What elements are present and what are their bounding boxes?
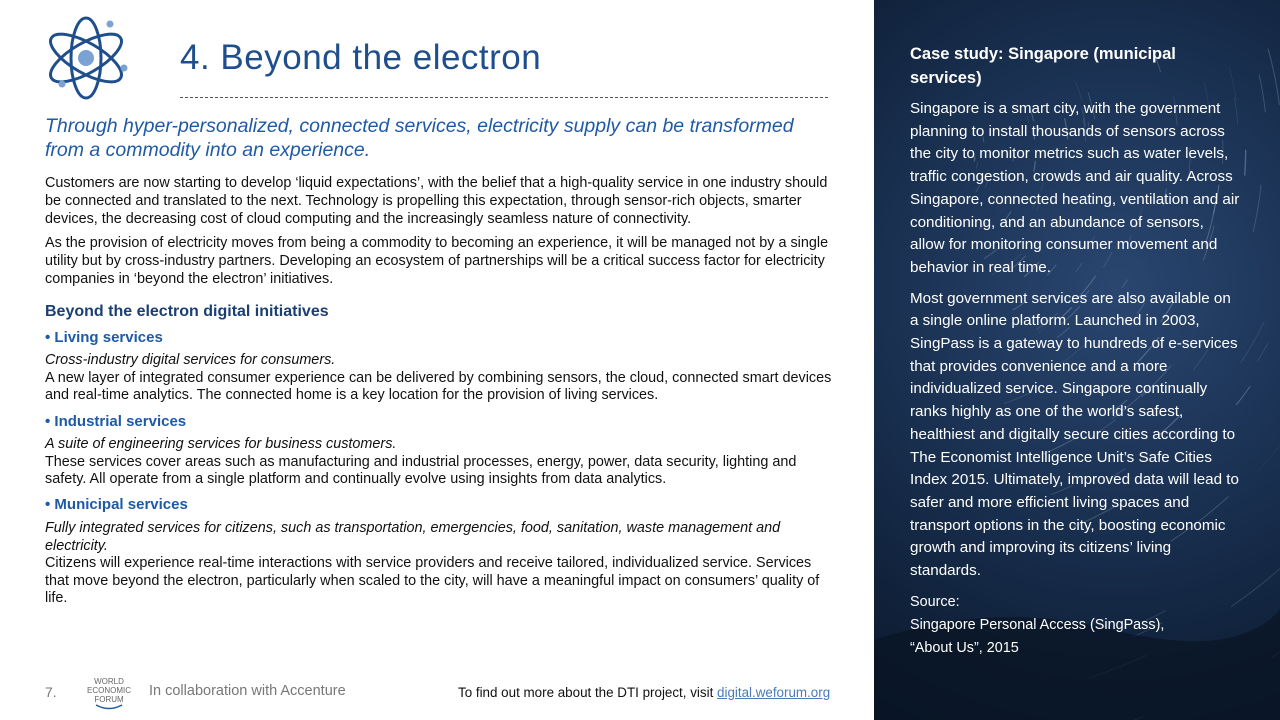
find-more-text <box>458 685 830 700</box>
wef-logo-line-1: WORLD <box>94 677 124 686</box>
case-study-sidebar <box>874 0 1280 720</box>
municipal-services-subtitle: Fully integrated services for citizens, such as transportation, emergencies, food, sanitation, waste management and electricity. <box>45 520 781 554</box>
initiatives-heading: Beyond the electron digital initiatives <box>45 303 329 320</box>
living-services-description: A new layer of integrated consumer experience can be delivered by combining sensors, the cloud, connected smart devices and real-time analytics. The connected home is a key location for the provision of living services. <box>45 369 832 403</box>
wef-logo-line-3: FORUM <box>94 695 124 704</box>
wef-logo-icon <box>80 676 138 710</box>
industrial-services-title: • Industrial services <box>45 413 187 430</box>
star-trail <box>1256 438 1280 473</box>
find-more-prefix: To find out more about the DTI project, visit <box>458 685 718 700</box>
municipal-services-title: • Municipal services <box>45 496 188 513</box>
weforum-link[interactable]: digital.weforum.org <box>717 685 831 700</box>
body-paragraph-2: As the provision of electricity moves from being a commodity to becoming an experience, it will be managed not by a single utility but by cross-industry partners. Developing an ecosystem of partnerships will be a critical success factor for electricity companies in ‘beyond the electron’ initiatives. <box>45 235 829 287</box>
industrial-services-description: These services cover areas such as manufacturing and industrial processes, energy, power, data security, lighting and safety. All operate from a single platform and continually evolve using insights from data analytics. <box>45 453 797 487</box>
star-trail <box>1259 74 1265 112</box>
case-study-paragraph-1: Singapore is a smart city, with the government planning to install thousands of sensors across the city to monitor metrics such as water levels, traffic congestion, crowds and air quality. Across Singapore, connected heating, ventilation and air conditioning, and an abundance of sensors, allow for monitoring consumer movement and behavior in real time. <box>910 100 1240 276</box>
star-trail <box>1268 49 1280 106</box>
atom-icon <box>44 16 128 100</box>
star-trail <box>1253 185 1261 232</box>
case-study-source-line-1: Singapore Personal Access (SingPass), <box>910 616 1165 633</box>
body-paragraph-1: Customers are now starting to develop ‘liquid expectations’, with the belief that a high-quality service in one industry should be connected and translated to the next. Technology is propelling this expectation, through sensor-rich objects, smarter devices, the decreasing cost of cloud computing and the increasingly seamless nature of connectivity. <box>45 175 828 227</box>
page-number: 7. <box>45 684 57 700</box>
case-study-title: Case study: Singapore (municipal services) <box>910 45 1176 87</box>
wef-logo-line-2: ECONOMIC <box>87 686 131 695</box>
living-services-title: • Living services <box>45 329 163 346</box>
case-study-paragraph-2: Most government services are also available on a single online platform. Launched in 2003, SingPass is a gateway to hundreds of e-services that provides convenience and a more individualized service. Singapore continually ranks highly as one of the world’s safest, healthiest and digitally secure cities according to The Economist Intelligence Unit’s Safe Cities Index 2015. Ultimately, improved data will lead to safer and more efficient living spaces and transport options in the city, boosting economic growth and improving its citizens’ living standards. <box>910 289 1239 580</box>
case-study-source-label: Source: <box>910 593 960 610</box>
star-trail <box>1245 150 1246 176</box>
page-title: 4. Beyond the electron <box>180 38 542 77</box>
municipal-services-block <box>45 520 835 608</box>
intro-text: Through hyper-personalized, connected services, electricity supply can be transformed from a commodity into an experience. <box>45 115 794 161</box>
star-trail <box>1258 342 1269 361</box>
industrial-services-block <box>45 436 835 489</box>
industrial-services-subtitle: A suite of engineering services for business customers. <box>45 436 397 452</box>
municipal-services-description: Citizens will experience real-time interactions with service providers and receive tailored, individualized service. Services that move beyond the electron, particularly when scaled to the city, will have a meaningful impact on consumers’ quality of life. <box>45 555 820 606</box>
living-services-subtitle: Cross-industry digital services for consumers. <box>45 352 336 368</box>
title-divider <box>180 97 828 98</box>
living-services-block <box>45 352 835 405</box>
footer <box>0 676 874 712</box>
case-study-source-line-2: “About Us”, 2015 <box>910 639 1019 656</box>
case-study-content <box>910 42 1240 660</box>
collaboration-text: In collaboration with Accenture <box>149 683 346 699</box>
